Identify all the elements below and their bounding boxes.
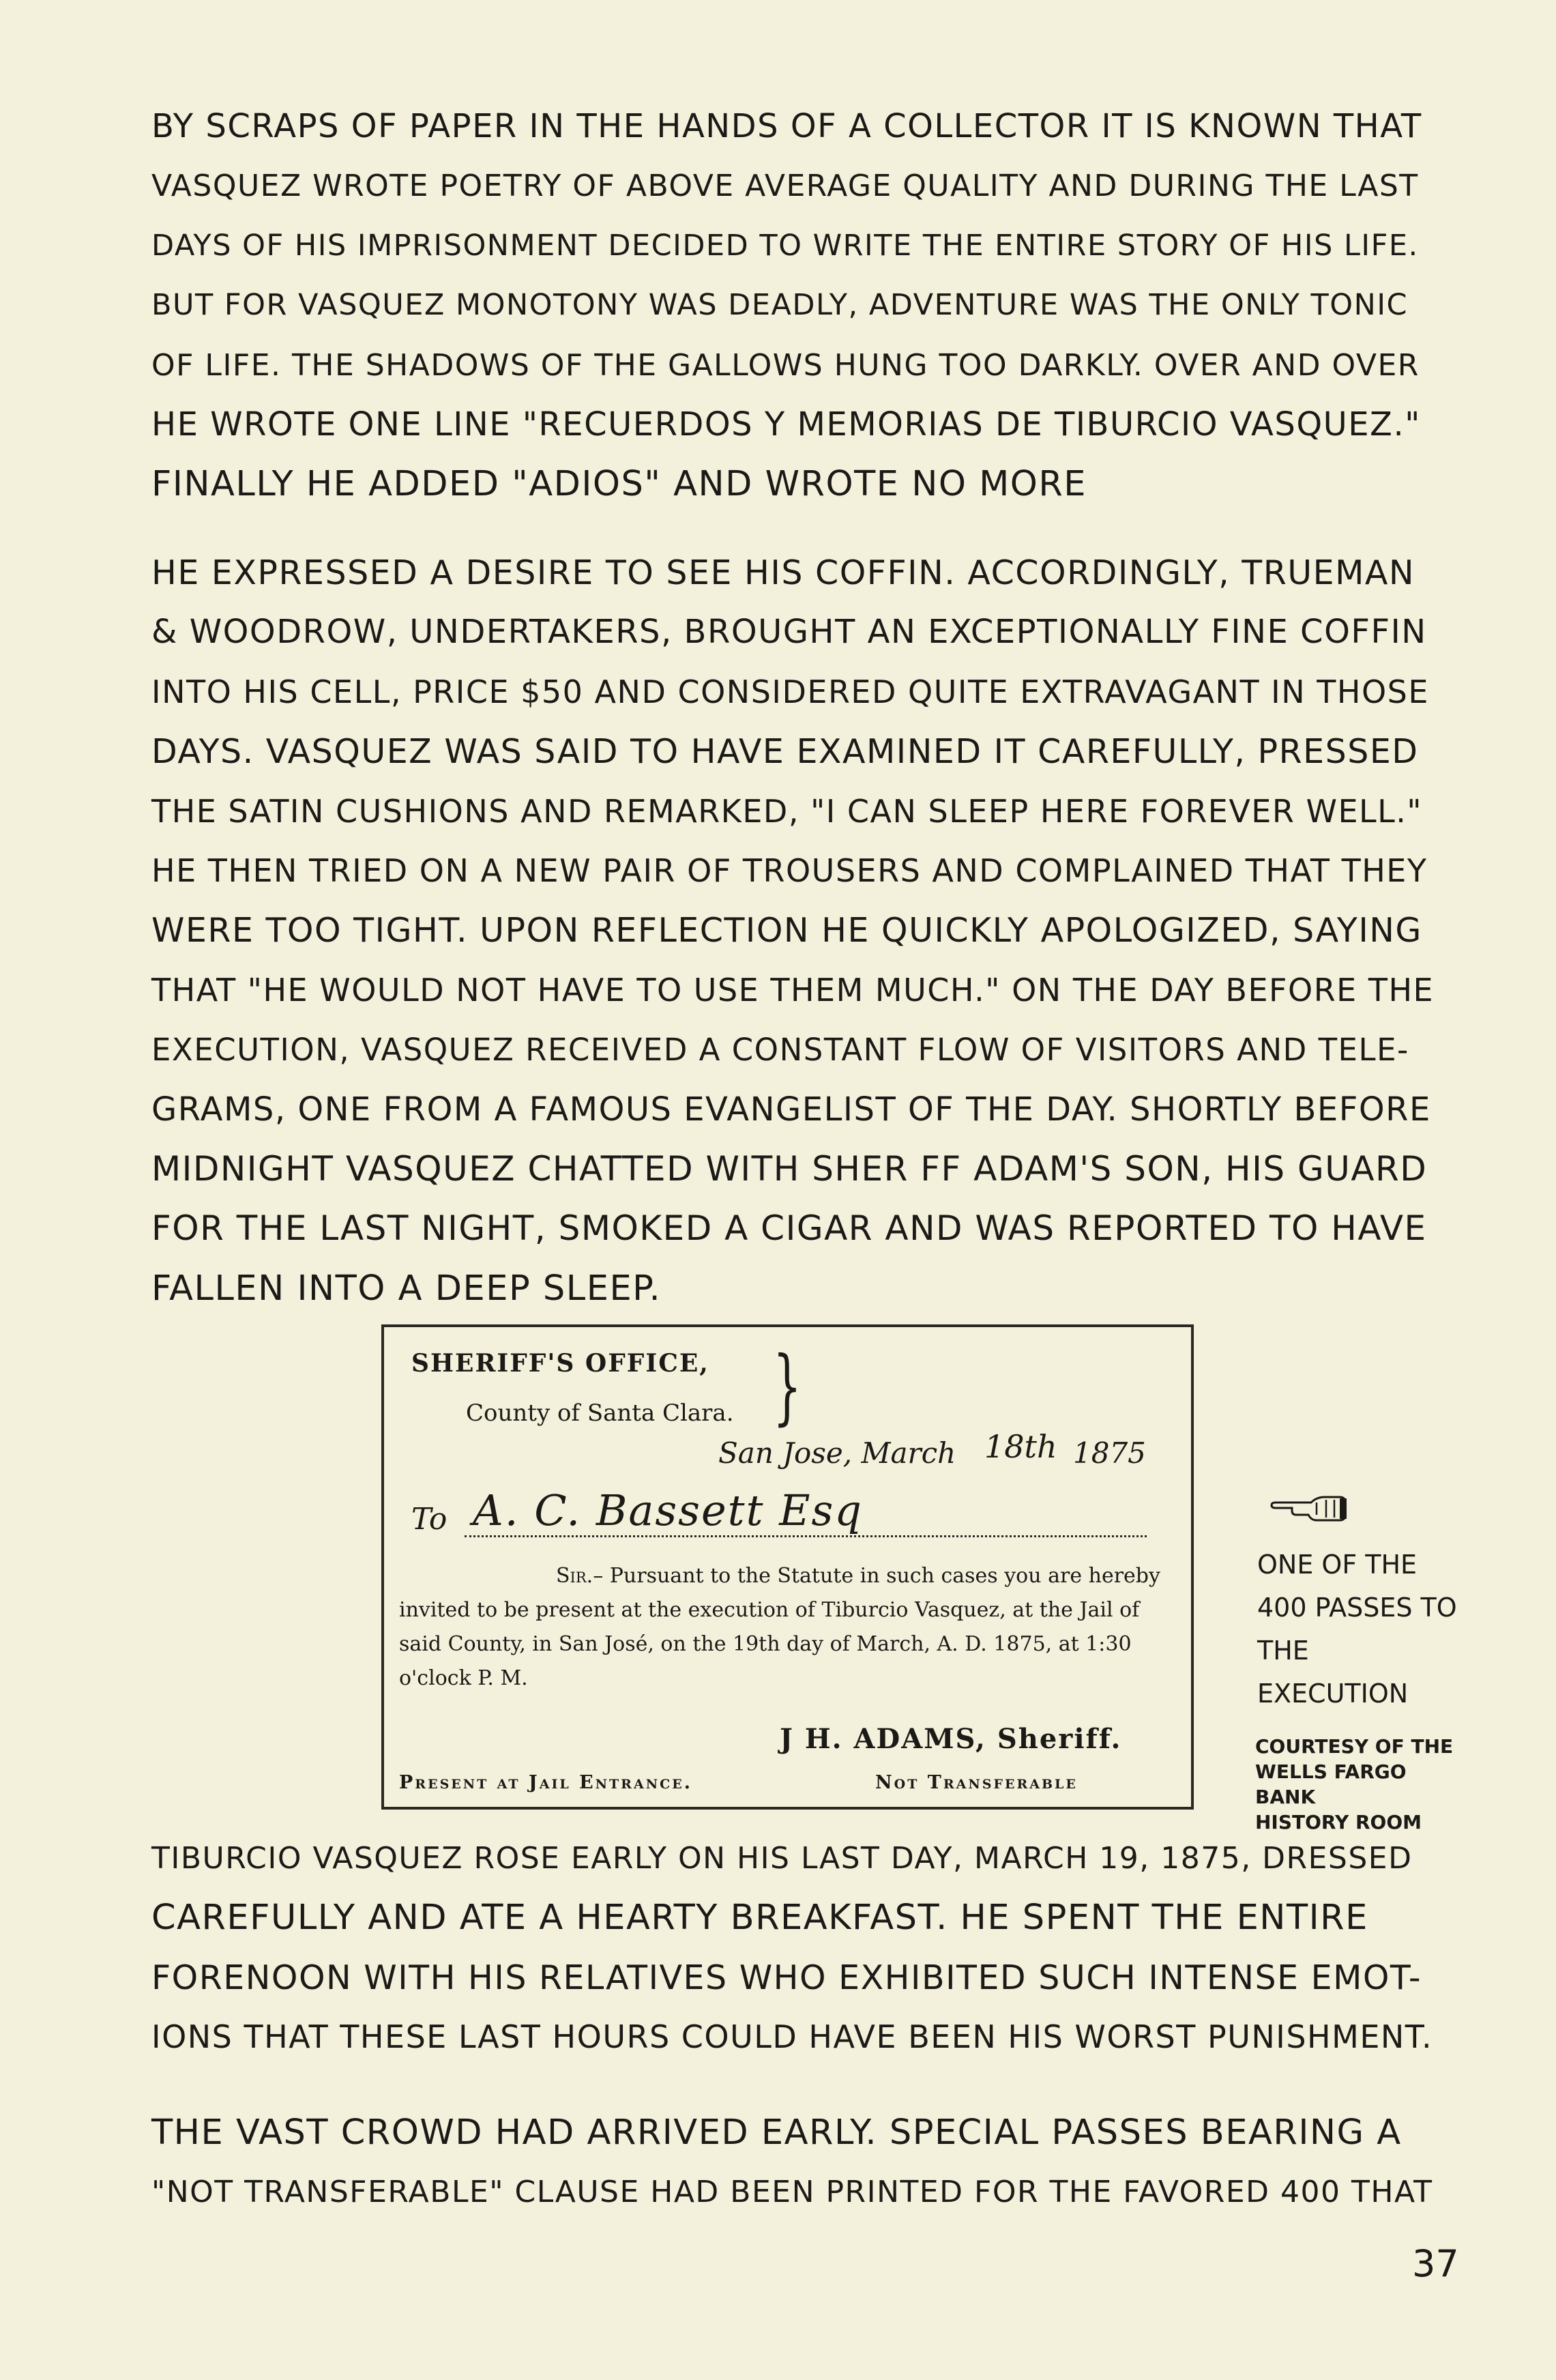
paragraph-last-day: [151, 1829, 1434, 2067]
text-line: BY SCRAPS OF PAPER IN THE HANDS OF A COLLECTOR IT IS KNOWN THAT: [151, 107, 1422, 145]
text-line: FALLEN INTO A DEEP SLEEP.: [151, 1268, 662, 1309]
text-line: WERE TOO TIGHT. UPON REFLECTION HE QUICKLY APOLOGIZED, SAYING: [151, 911, 1422, 950]
ticket-body: [399, 1559, 1177, 1696]
brace-icon: }: [773, 1339, 802, 1434]
text-line: THE SATIN CUSHIONS AND REMARKED, "I CAN SLEEP HERE FOREVER WELL.": [151, 792, 1423, 830]
text-line: VASQUEZ WROTE POETRY OF ABOVE AVERAGE QUALITY AND DURING THE LAST: [151, 169, 1419, 204]
text-line: BUT FOR VASQUEZ MONOTONY WAS DEADLY, ADVENTURE WAS THE ONLY TONIC: [151, 288, 1409, 323]
page-number: 37: [1412, 2242, 1459, 2285]
text-line: CAREFULLY AND ATE A HEARTY BREAKFAST. HE SPENT THE ENTIRE: [151, 1898, 1368, 1939]
text-line: MIDNIGHT VASQUEZ CHATTED WITH SHER FF ADAM'S SON, HIS GUARD: [151, 1149, 1428, 1189]
ticket-body-text: – Pursuant to the Statute in such cases you are hereby invited to be present at the execution of Tiburcio Vasquez, at the Jail of said County, in San José, on the 19th day of March, A. D. 1875, at 1:30 o'clock P. M.: [399, 1564, 1160, 1690]
execution-pass-ticket: [381, 1324, 1194, 1810]
ticket-recipient-handwritten: A. C. Bassett Esq: [473, 1485, 863, 1535]
courtesy-line: HISTORY ROOM: [1255, 1811, 1422, 1833]
caption-line: ONE OF THE: [1257, 1550, 1418, 1580]
courtesy-line: COURTESY OF THE: [1255, 1735, 1454, 1758]
text-line: HE EXPRESSED A DESIRE TO SEE HIS COFFIN. ACCORDINGLY, TRUEMAN: [151, 553, 1415, 592]
text-line: GRAMS, ONE FROM A FAMOUS EVANGELIST OF THE DAY. SHORTLY BEFORE: [151, 1090, 1431, 1129]
ticket-footer-left: Present at Jail Entrance.: [399, 1772, 693, 1793]
ticket-to-label: To: [411, 1502, 447, 1537]
text-line: HE THEN TRIED ON A NEW PAIR OF TROUSERS AND COMPLAINED THAT THEY: [151, 852, 1428, 890]
paragraph-coffin: [151, 543, 1434, 1318]
text-line: FINALLY HE ADDED "ADIOS" AND WROTE NO MORE: [151, 464, 1087, 505]
text-line: "NOT TRANSFERABLE" CLAUSE HAD BEEN PRINTED FOR THE FAVORED 400 THAT: [151, 2175, 1433, 2210]
text-line: THAT "HE WOULD NOT HAVE TO USE THEM MUCH." ON THE DAY BEFORE THE: [151, 971, 1435, 1008]
ticket-date-handwritten: 18th: [984, 1428, 1057, 1465]
paragraph-poetry: [151, 97, 1434, 514]
ticket-signature: J H. ADAMS, Sheriff.: [780, 1723, 1122, 1755]
ticket-footer-right: Not Transferable: [875, 1772, 1078, 1793]
text-line: EXECUTION, VASQUEZ RECEIVED A CONSTANT FLOW OF VISITORS AND TELE-: [151, 1032, 1409, 1069]
text-line: DAYS OF HIS IMPRISONMENT DECIDED TO WRITE THE ENTIRE STORY OF HIS LIFE.: [151, 228, 1419, 263]
courtesy-line: WELLS FARGO BANK: [1255, 1760, 1407, 1808]
ticket-date-prefix: San Jose, March: [718, 1436, 956, 1470]
recipient-dotted-line: [465, 1535, 1147, 1537]
courtesy-credit: [1255, 1734, 1460, 1835]
text-line: & WOODROW, UNDERTAKERS, BROUGHT AN EXCEPTIONALLY FINE COFFIN: [151, 613, 1427, 652]
ticket-county: County of Santa Clara.: [466, 1399, 734, 1427]
paragraph-crowd: [151, 2103, 1434, 2222]
text-line: DAYS. VASQUEZ WAS SAID TO HAVE EXAMINED IT CAREFULLY, PRESSED: [151, 732, 1419, 772]
text-line: HE WROTE ONE LINE "RECUERDOS Y MEMORIAS DE TIBURCIO VASQUEZ.": [151, 405, 1421, 444]
text-line: OF LIFE. THE SHADOWS OF THE GALLOWS HUNG TOO DARKLY. OVER AND OVER: [151, 347, 1420, 383]
text-line: IONS THAT THESE LAST HOURS COULD HAVE BEEN HIS WORST PUNISHMENT.: [151, 2018, 1433, 2056]
ticket-office: SHERIFF'S OFFICE,: [411, 1349, 709, 1378]
ticket-year: 1875: [1073, 1436, 1146, 1470]
text-line: FORENOON WITH HIS RELATIVES WHO EXHIBITED SUCH INTENSE EMOT-: [151, 1958, 1422, 1997]
pointing-hand-icon: [1269, 1488, 1351, 1528]
text-line: TIBURCIO VASQUEZ ROSE EARLY ON HIS LAST DAY, MARCH 19, 1875, DRESSED: [151, 1841, 1413, 1876]
text-line: INTO HIS CELL, PRICE $50 AND CONSIDERED QUITE EXTRAVAGANT IN THOSE: [151, 673, 1429, 710]
caption-line: 400 PASSES TO: [1257, 1593, 1457, 1623]
text-line: THE VAST CROWD HAD ARRIVED EARLY. SPECIAL PASSES BEARING A: [151, 2113, 1402, 2153]
pass-caption: [1257, 1543, 1462, 1715]
text-line: FOR THE LAST NIGHT, SMOKED A CIGAR AND WAS REPORTED TO HAVE: [151, 1208, 1427, 1249]
caption-line: THE EXECUTION: [1257, 1636, 1409, 1709]
ticket-salutation: Sir.: [556, 1564, 593, 1588]
